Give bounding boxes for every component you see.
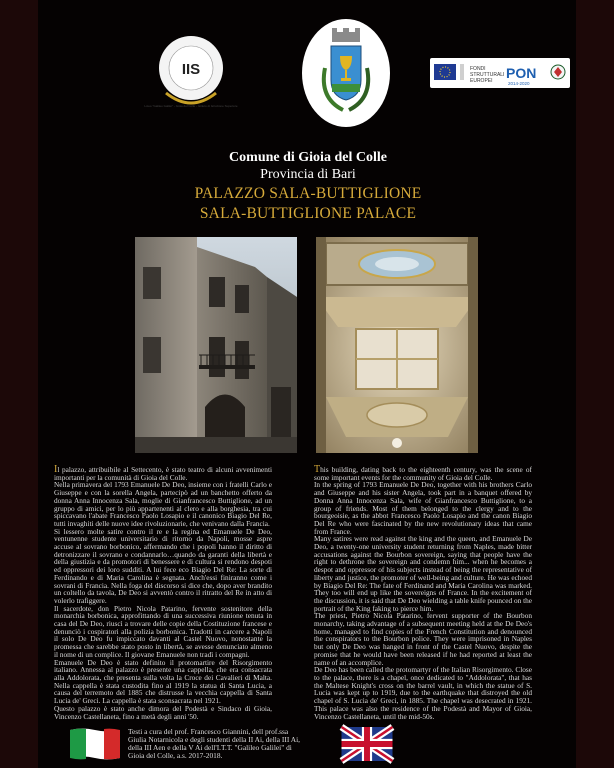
uk-flag-icon [341, 727, 393, 761]
provincia-subtitle: Provincia di Bari [260, 167, 356, 182]
fondi-text: FONDI [470, 66, 486, 72]
pon-fondi-europei-logo [430, 58, 570, 88]
iis-logo-center-text: IIS [181, 61, 201, 78]
palace-title-english: SALA-BUTTIGLIONE PALACE [199, 205, 417, 222]
palace-title-italian: PALAZZO SALA-BUTTIGLIONE [194, 185, 422, 202]
italian-text-column [54, 466, 272, 720]
credits-text: Testi a cura del prof. Francesco Giannini, dell prof.ssa Giulia Notarnicola e degli studenti della II Ai, della III Ai, della III Aen e della V Ai dell'I.T.T. "Galileo Galilei" di Gioia del Colle, a.s. 2017-2018. [128, 727, 300, 760]
en-paragraph-2: In the spring of 1793 Emanuele De Deo, together with his brothers Carlo and Giuseppe and his sister Angela, took part in a banquet offered by Donna Anna Innocenza Sala, wife of Gianfrancesco Buttiglione, to a group of friends. Most of them belonged to the clergy and to the bourgeoisie, as the abbot Francesco Paolo Losapio and the canon Biagio Del Re who were fascinated by the new revolutionary ideas that came from France. [314, 480, 532, 536]
en-paragraph-1-text: his building, dating back to the eighteenth century, was the scene of some important events for the community of Gioia del Colle. [314, 465, 532, 482]
en-paragraph-5: De Deo has been called the protomartyr of the Italian Risorgimento. Close to the palace, there is a chapel, once dedicated to "Addolorata", that has the Maltese Knight's cross on the barrel vault, in which the statue of S. Lucia was kept up to 1919, due to the earthquake that distroyed the old chapel of S. Lucia de' Greci, in 1885. The chapel was desecrated in 1921. This palace was also the residence of the Podestà and Mayor of Gioia, Vincenzo Castellaneta, until the mid-50s. [314, 665, 532, 721]
pon-years-text: 2014-2020 [508, 81, 530, 86]
iis-school-logo [144, 35, 238, 111]
english-text-column [314, 466, 532, 720]
chapel-ceiling-photo [316, 237, 478, 453]
it-paragraph-3: Si lessero molte satire contro il re e la regina ed Emanuele De Deo, ventunenne studente universitario di ritorno da Napoli, mosse aspre accuse al sovrano borbonico, affermando che i popoli hanno il diritto di detronizzare il sovrano e condannarlo…quando da garanti della libertà e della giustizia e da promotori di benessere e di cultura si rendono despoti ed oppressori dei loro sudditi. A lui fece eco Biagio Del Re: La sorte di Ferdinando e di Maria Carolina è segnata. Anch'essi finiranno come i sovrani di Francia. Nella foga del discorso si dice che, dopo aver brandito un coltello da tavola, De Deo si avventò contro il ritratto del Re in atto di volerlo trafiggere. [54, 526, 272, 605]
en-paragraph-4: The priest, Pietro Nicola Patarino, fervent supporter of the Bourbon monarchy, taking advantage of a subsequent meeting held at the De Deo's home, managed to find copies of the French Constitution and denounced the conspirators to the Bourbon police. They were imprisoned in Naples but only De Deo was hanged in front of the Castel Nuovo, despite the promise that he would have been released if he had reported at least the name of an accomplice. [314, 611, 532, 667]
it-paragraph-5: Emanuele De Deo è stato definito il protomartire del Risorgimento italiano. Annessa al palazzo è presente una cappella, che era consacrata alla Addolorata, che presenta sulla volta la Croce dei Cavalieri di Malta. Nella cappella è stata custodita fino al 1919 la statua di Santa Lucia, a causa del terremoto del 1885 che distrusse la vecchia cappella di Santa Lucia de' Greci. La cappella è stata sconsacrata nel 1921. [54, 657, 272, 706]
it-paragraph-1 [54, 466, 272, 481]
poster-header [98, 150, 518, 224]
gioia-coat-of-arms [301, 18, 391, 128]
it-paragraph-2: Nella primavera del 1793 Emanuele De Deo, insieme con i fratelli Carlo e Giuseppe e con la sorella Angela, partecipò ad un banchetto offerto da donna Anna Innocenza Sala, moglie di Gianfrancesco Buttiglione, ad un gruppo di amici, per lo più appartenenti al clero e alla borghesia, tra cui spiccavano l'abate Francesco Paolo Losapio e il canonico Biagio Del Re, tutti invaghiti delle nuove idee rivoluzionarie, che venivano dalla Francia. [54, 480, 272, 528]
it-paragraph-6: Questo palazzo è stato anche dimora del Podestà e Sindaco di Gioia, Vincenzo Castellaneta, fino a metà degli anni '50. [54, 703, 272, 721]
poster-panel [38, 0, 576, 768]
it-paragraph-4: Il sacerdote, don Pietro Nicola Patarino, fervente sostenitore della monarchia borbonica, approfittando di una successiva riunione tenuta in casa del De Deo, riuscì a trovare delle copie della Costituzione francese e denunciò i cospiratori alla polizia borbonica. Tradotti in carcere a Napoli il solo De Deo fu impiccato davanti al Castel Nuovo, nonostante la promessa che sarebbe stato posto in libertà, se avesse denunciato almeno il nome di un complice. Il giovane Emanuele non tradì i compagni. [54, 603, 272, 659]
europei-text: EUROPEI [470, 78, 493, 84]
iis-logo-ring-text: Liceo "Galileo Galilei" - Gioia del Colle - Istituto di Istruzione Superiore [144, 104, 238, 108]
comune-title: Comune di Gioia del Colle [229, 150, 387, 165]
it-paragraph-1-text: l palazzo, attribuibile al Settecento, è stato teatro di alcuni avvenimenti importanti per la comunità di Gioia del Colle. [54, 465, 272, 482]
palace-facade-photo [135, 237, 297, 453]
it-dropcap: I [54, 464, 58, 475]
strutturali-text: STRUTTURALI [470, 72, 505, 78]
pon-text: PON [506, 65, 537, 81]
en-dropcap: T [314, 464, 321, 475]
en-paragraph-3: Many satires were read against the king and the queen, and Emanuele De Deo, a twenty-one university student returning from Naples, made bitter accusations against the Bourbon sovereign, saying that people have the right to dethrone the sovereign and condemn him... when he becomes a despot and oppressor of his subjects instead of being the representative of liberty and justice, the promoter of well-being and culture. He was echoed by Biagio Del Re: The fate of Ferdinand and Maria Carolina was marked. They too will end up like the sovereigns of France. In the excitement of the discussion, it is said that De Deo wielding a table knife pounced on the portrait of the King faking to pierce him. [314, 534, 532, 613]
italian-flag-icon [70, 727, 120, 761]
en-paragraph-1 [314, 466, 532, 481]
